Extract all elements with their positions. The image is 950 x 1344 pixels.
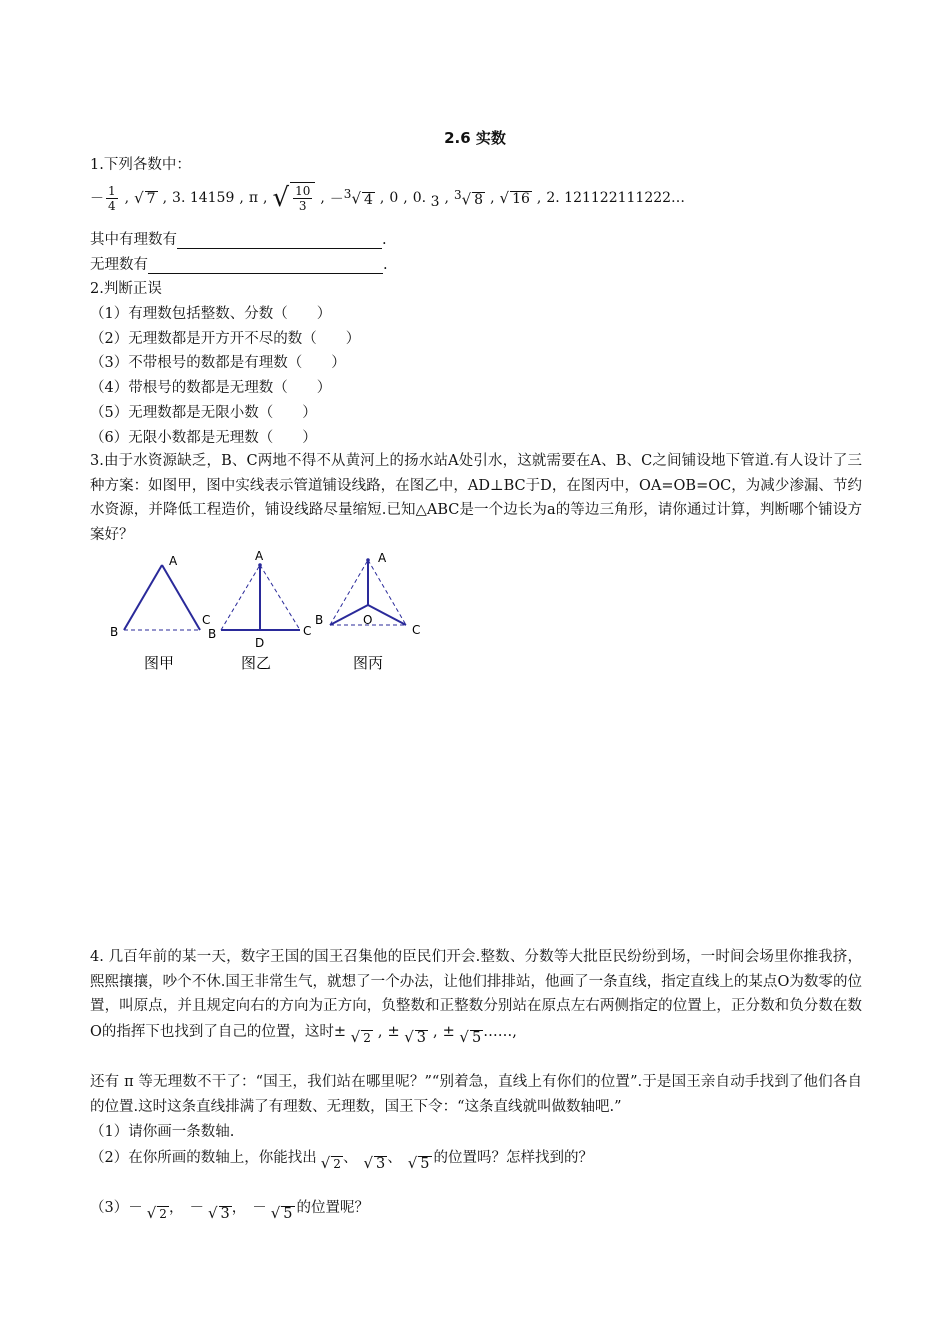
- rational-blank[interactable]: [177, 248, 382, 249]
- sqrt-sixteen: √ 16: [499, 189, 530, 207]
- irrational-blank[interactable]: [148, 273, 383, 274]
- sqrt-ten-thirds: √ $\frac{10}{3}$: [272, 182, 315, 214]
- sub2-sqrt-five: √ 5: [407, 1153, 430, 1172]
- fraction-one-quarter: $\frac{1}{4}$: [108, 183, 116, 213]
- q3-figures: [100, 548, 440, 678]
- q3-text: 3.由于水资源缺乏，B、C两地不得不从黄河上的扬水站A处引水，这就需要在A、B、C之间铺设地下管道.有人设计了三种方案：如图甲，图中实线表示管道铺设线路，在图乙中，AD⊥BC于D，在图丙中，OA=OB=OC，为减少渗漏、节约水资源，并降低工程造价，铺设线路尽量缩短.已知△ABC是一个边长为a的等边三角形，请你通过计算，判断哪个铺设方案好？: [90, 453, 862, 543]
- sub3-sqrt-two: √ 2: [146, 1203, 167, 1222]
- q4-text: 4. 几百年前的某一天，数字王国的国王召集他的臣民们开会.整数、分数等大批臣民纷纷到场，一时间会场里你推我挤，熙熙攘攘，吵个不休.国王非常生气，就想了一个办法，让他们排排站，他画了一条直线，指定直线上的某点O为数零的位置，叫原点，并且规定向右的方向为正方向，负整数和正整数分别站在原点左右两侧指定的位置上，正分数和负分数在数O的指挥下也找到了自己的位置，这时± $_{√ 2}$ , ± √ 3 , ± √ 5 ……,: [90, 949, 862, 1046]
- figure-yi: [208, 549, 311, 672]
- q4-sub1: （1）请你画一条数轴.: [90, 1124, 235, 1140]
- jia-label-b: B: [110, 625, 119, 639]
- jia-caption: 图甲: [144, 654, 175, 672]
- pi: π: [248, 190, 259, 206]
- yi-label-b: B: [208, 627, 217, 641]
- jia-label-a: A: [169, 554, 178, 568]
- non-repeating-decimal: 2. 121122111222…: [546, 190, 686, 206]
- q2-item-2: （2）无理数都是开方开不尽的数（ ）: [90, 331, 361, 347]
- q2-item-1: （1）有理数包括整数、分数（ ）: [90, 306, 332, 322]
- q1-intro: 1.下列各数中：: [90, 157, 191, 173]
- sqrt-five: √ 5: [459, 1027, 482, 1046]
- page-title: 2.6 实数: [444, 129, 506, 147]
- decimal-3-14159: 3. 14159: [172, 190, 235, 206]
- bing-label-b: B: [315, 613, 324, 627]
- yi-label-c: C: [303, 624, 312, 638]
- sub3-sqrt-three: √ 3: [207, 1203, 230, 1222]
- neg-sign: －: [90, 191, 104, 207]
- q2-item-5: （5）无理数都是无限小数（ ）: [90, 405, 317, 421]
- q2-item-4: （4）带根号的数都是无理数（ ）: [90, 380, 332, 396]
- q4-sub2: （2）在你所画的数轴上，你能找出 √ 2 、 √ 3 、 √ 5 的位置吗？怎样找到的？: [90, 1150, 594, 1172]
- bing-label-a: A: [378, 551, 387, 565]
- q2-title: 2.判断正误: [90, 281, 162, 297]
- yi-label-a: A: [255, 549, 264, 563]
- bing-label-c: C: [412, 623, 421, 637]
- zero: 0: [389, 190, 399, 206]
- yi-label-d: D: [255, 636, 265, 650]
- neg-cbrt-four: －$^3$√ 4: [329, 187, 373, 208]
- q4-continue: 还有 π 等无理数不干了：“国王，我们站在哪里呢？”“别着急，直线上有你们的位置”.于是国王亲自动手找到了他们各自的位置.这时这条直线排满了有理数、无理数，国王下令：“这条直线就叫做数轴吧.”: [90, 1074, 862, 1115]
- sub2-sqrt-three: √ 3: [363, 1153, 386, 1172]
- sqrt-three: √ 3: [404, 1027, 427, 1046]
- rational-line: 其中有理数有 .: [90, 232, 387, 248]
- sqrt-seven: √ 7: [134, 189, 156, 207]
- figure-bing: [315, 551, 420, 672]
- sqrt-two: √ 2: [350, 1027, 371, 1046]
- q4-sub3: （3）－ √ 2 ， － √ 3 ， － √ 5 的位置呢？: [90, 1200, 370, 1222]
- sub3-sqrt-five: √ 5: [270, 1203, 293, 1222]
- cbrt-eight: $^3$√ 8: [453, 187, 484, 209]
- figure-jia: [110, 554, 210, 672]
- q2-item-6: （6）无限小数都是无理数（ ）: [90, 430, 317, 446]
- sub2-sqrt-two: √ 2: [320, 1153, 341, 1172]
- q1-number-list: － $\frac{1}{4}$ , √ 7 , 3. 14159 , π , √ $\frac{10}{3}$ , －$^3$√ 4 , 0 , 0. 3 , $^3$√ 8 , √ 16 , 2. 121122111222…: [90, 183, 686, 213]
- q2-item-3: （3）不带根号的数都是有理数（ ）: [90, 355, 346, 371]
- irrational-line: 无理数有 .: [90, 257, 388, 273]
- jia-label-c: C: [202, 613, 211, 627]
- bing-label-o: O: [363, 613, 373, 627]
- bing-caption: 图丙: [353, 654, 384, 672]
- repeating-decimal: 0. 3: [412, 190, 440, 210]
- yi-caption: 图乙: [241, 654, 272, 672]
